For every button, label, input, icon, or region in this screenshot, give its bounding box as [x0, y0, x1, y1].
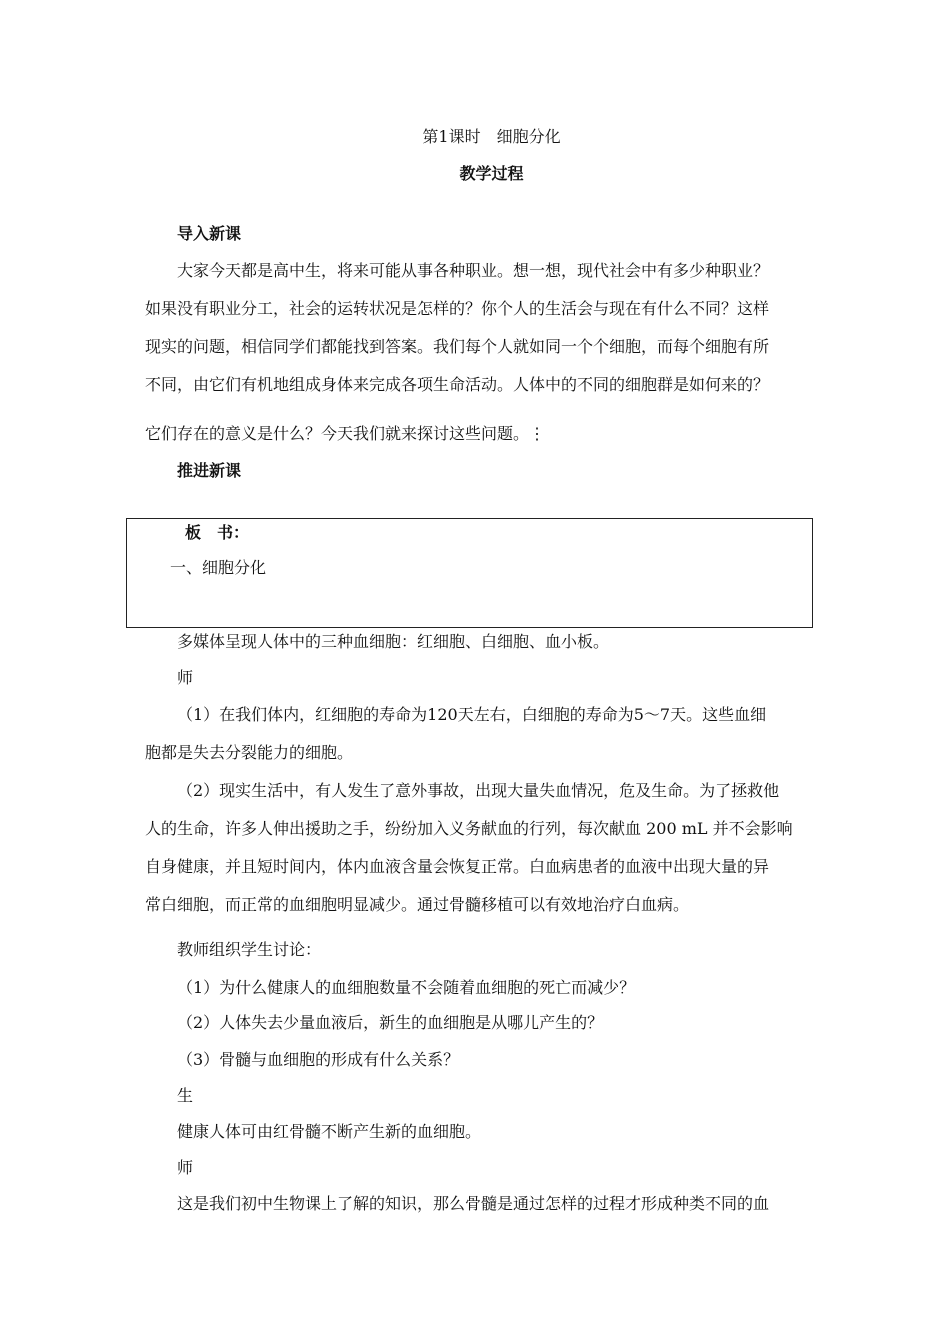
paragraph-1-line: （1）在我们体内，红细胞的寿命为120天左右，白细胞的寿命为5～7天。这些血细: [177, 705, 767, 724]
intro-heading: 导入新课: [177, 224, 242, 243]
speaker-student: 生: [177, 1086, 194, 1105]
intro-line: 不同，由它们有机地组成身体来完成各项生命活动。人体中的不同的细胞群是如何来的？: [145, 375, 770, 394]
section-title: 教学过程: [459, 164, 524, 183]
multimedia-line: 多媒体呈现人体中的三种血细胞：红细胞、白细胞、血小板。: [177, 632, 610, 651]
board-item: 一、细胞分化: [170, 558, 267, 577]
lesson-title: 第1课时 细胞分化: [422, 127, 561, 146]
paragraph-2-line: 自身健康，并且短时间内，体内血液含量会恢复正常。白血病患者的血液中出现大量的异: [145, 857, 770, 876]
discussion-question: （3）骨髓与血细胞的形成有什么关系？: [177, 1050, 460, 1069]
discussion-intro: 教师组织学生讨论：: [177, 940, 322, 959]
intro-line: 大家今天都是高中生，将来可能从事各种职业。想一想，现代社会中有多少种职业？: [177, 261, 770, 280]
advance-heading: 推进新课: [177, 461, 242, 480]
student-answer: 健康人体可由红骨髓不断产生新的血细胞。: [177, 1122, 482, 1141]
paragraph-1-line: 胞都是失去分裂能力的细胞。: [145, 743, 354, 762]
speaker-teacher: 师: [177, 668, 194, 687]
discussion-question: （1）为什么健康人的血细胞数量不会随着血细胞的死亡而减少？: [177, 978, 636, 997]
paragraph-2-line: （2）现实生活中，有人发生了意外事故，出现大量失血情况，危及生命。为了拯救他: [177, 781, 780, 800]
paragraph-2-line: 常白细胞，而正常的血细胞明显减少。通过骨髓移植可以有效地治疗白血病。: [145, 895, 690, 914]
last-paragraph-line: 这是我们初中生物课上了解的知识，那么骨髓是通过怎样的过程才形成种类不同的血: [177, 1194, 770, 1213]
board-label: 板 书：: [185, 523, 250, 542]
intro-line: 它们存在的意义是什么？今天我们就来探讨这些问题。⋮: [145, 424, 546, 443]
intro-line: 如果没有职业分工，社会的运转状况是怎样的？你个人的生活会与现在有什么不同？这样: [145, 299, 770, 318]
speaker-teacher: 师: [177, 1158, 194, 1177]
discussion-question: （2）人体失去少量血液后，新生的血细胞是从哪儿产生的？: [177, 1013, 604, 1032]
paragraph-2-line: 人的生命，许多人伸出援助之手，纷纷加入义务献血的行列，每次献血 200 mL 并不会影响: [145, 819, 793, 838]
intro-line: 现实的问题，相信同学们都能找到答案。我们每个人就如同一个个细胞，而每个细胞有所: [145, 337, 770, 356]
